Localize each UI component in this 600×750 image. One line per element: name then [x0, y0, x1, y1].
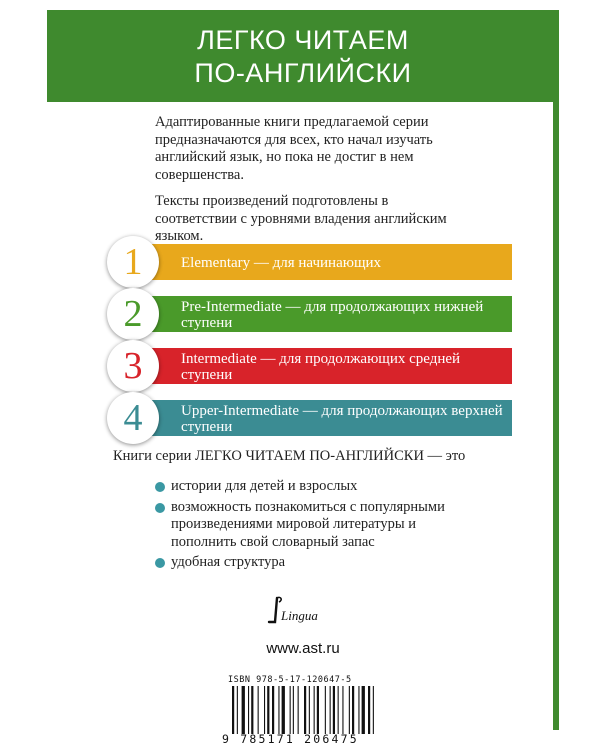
barcode-bar — [278, 686, 279, 734]
barcode-bar — [325, 686, 326, 734]
isbn-text: ISBN 978-5-17-120647-5 — [228, 675, 352, 685]
intro-paragraph-2: Тексты произведений подготовлены в соответствии с уровнями владения английским языком. — [155, 193, 447, 244]
barcode-bar — [373, 686, 374, 734]
barcode-bar — [333, 686, 335, 734]
level-item-2 — [107, 292, 512, 334]
level-number-3: 3 — [107, 340, 159, 392]
barcode-bar — [272, 686, 274, 734]
list-item — [155, 554, 475, 572]
barcode-number: 9 785171 206475 — [222, 732, 359, 746]
level-bar-3 — [129, 348, 512, 384]
level-number-2: 2 — [107, 288, 159, 340]
series-lead-line: Книги серии ЛЕГКО ЧИТАЕМ ПО-АНГЛИЙСКИ — это — [113, 448, 466, 464]
barcode-bar — [368, 686, 370, 734]
barcode-bar — [330, 686, 331, 734]
level-text-2: Pre-Intermediate — для продолжающих нижней ступени — [181, 299, 484, 331]
barcode-bar — [267, 686, 269, 734]
level-text-1: Elementary — для начинающих — [181, 255, 382, 271]
publisher-logo-text: Lingua — [281, 608, 318, 623]
series-title-line-1: ЛЕГКО ЧИТАЕМ — [197, 25, 409, 55]
level-bar-1 — [129, 244, 512, 280]
barcode-bar — [251, 686, 253, 734]
level-bar-4 — [129, 400, 512, 436]
barcode-bar — [304, 686, 306, 734]
level-item-1 — [107, 240, 512, 282]
barcode-bar — [264, 686, 265, 734]
barcode-bar — [237, 686, 238, 734]
barcode-bar — [309, 686, 310, 734]
barcode-bar — [298, 686, 299, 734]
bullet-dot-icon — [155, 558, 165, 568]
barcode-bar — [338, 686, 339, 734]
level-text-3: Intermediate — для продолжающих средней ступени — [181, 351, 461, 383]
green-edge-strip — [553, 10, 559, 730]
feature-text-1: истории для детей и взрослых — [171, 478, 358, 494]
feature-text-3: удобная структура — [171, 554, 286, 570]
website-link[interactable]: www.ast.ru — [266, 640, 340, 657]
barcode-bar — [362, 686, 365, 734]
intro-paragraph-1: Адаптированные книги предлагаемой серии предназначаются для всех, кто начал изучать английский язык, но пока не достиг в нем совершенства. — [155, 114, 433, 183]
lingua-logo — [267, 594, 327, 626]
list-item — [155, 499, 475, 552]
level-number-4: 4 — [107, 392, 159, 444]
barcode-bar — [358, 686, 359, 734]
barcode-bar — [242, 686, 245, 734]
bullet-dot-icon — [155, 503, 165, 513]
list-item — [155, 478, 475, 496]
series-title-line-2: ПО-АНГЛИЙСКИ — [194, 58, 412, 88]
bullet-dot-icon — [155, 482, 165, 492]
barcode-bar — [282, 686, 285, 734]
barcode-bar — [293, 686, 294, 734]
barcode-bar — [290, 686, 291, 734]
barcode-bar — [314, 686, 315, 734]
level-item-3 — [107, 344, 512, 386]
barcode-bar — [349, 686, 350, 734]
barcode-bar — [352, 686, 354, 734]
level-number-1: 1 — [107, 236, 159, 288]
barcode-icon — [230, 686, 430, 734]
level-item-4 — [107, 396, 512, 438]
barcode-bar — [258, 686, 259, 734]
barcode-bar — [317, 686, 319, 734]
book-back-cover — [47, 10, 559, 746]
barcode-bar — [342, 686, 343, 734]
barcode-bar — [232, 686, 234, 734]
level-bar-2 — [129, 296, 512, 332]
feature-text-2: возможность познакомиться с популярными произведениями мировой литературы и пополнить свой словарный запас — [171, 498, 445, 550]
series-title — [47, 24, 559, 90]
level-text-4: Upper-Intermediate — для продолжающих верхней ступени — [181, 403, 503, 435]
intro-text — [155, 114, 455, 255]
features-list — [155, 478, 475, 575]
barcode-bar — [248, 686, 249, 734]
